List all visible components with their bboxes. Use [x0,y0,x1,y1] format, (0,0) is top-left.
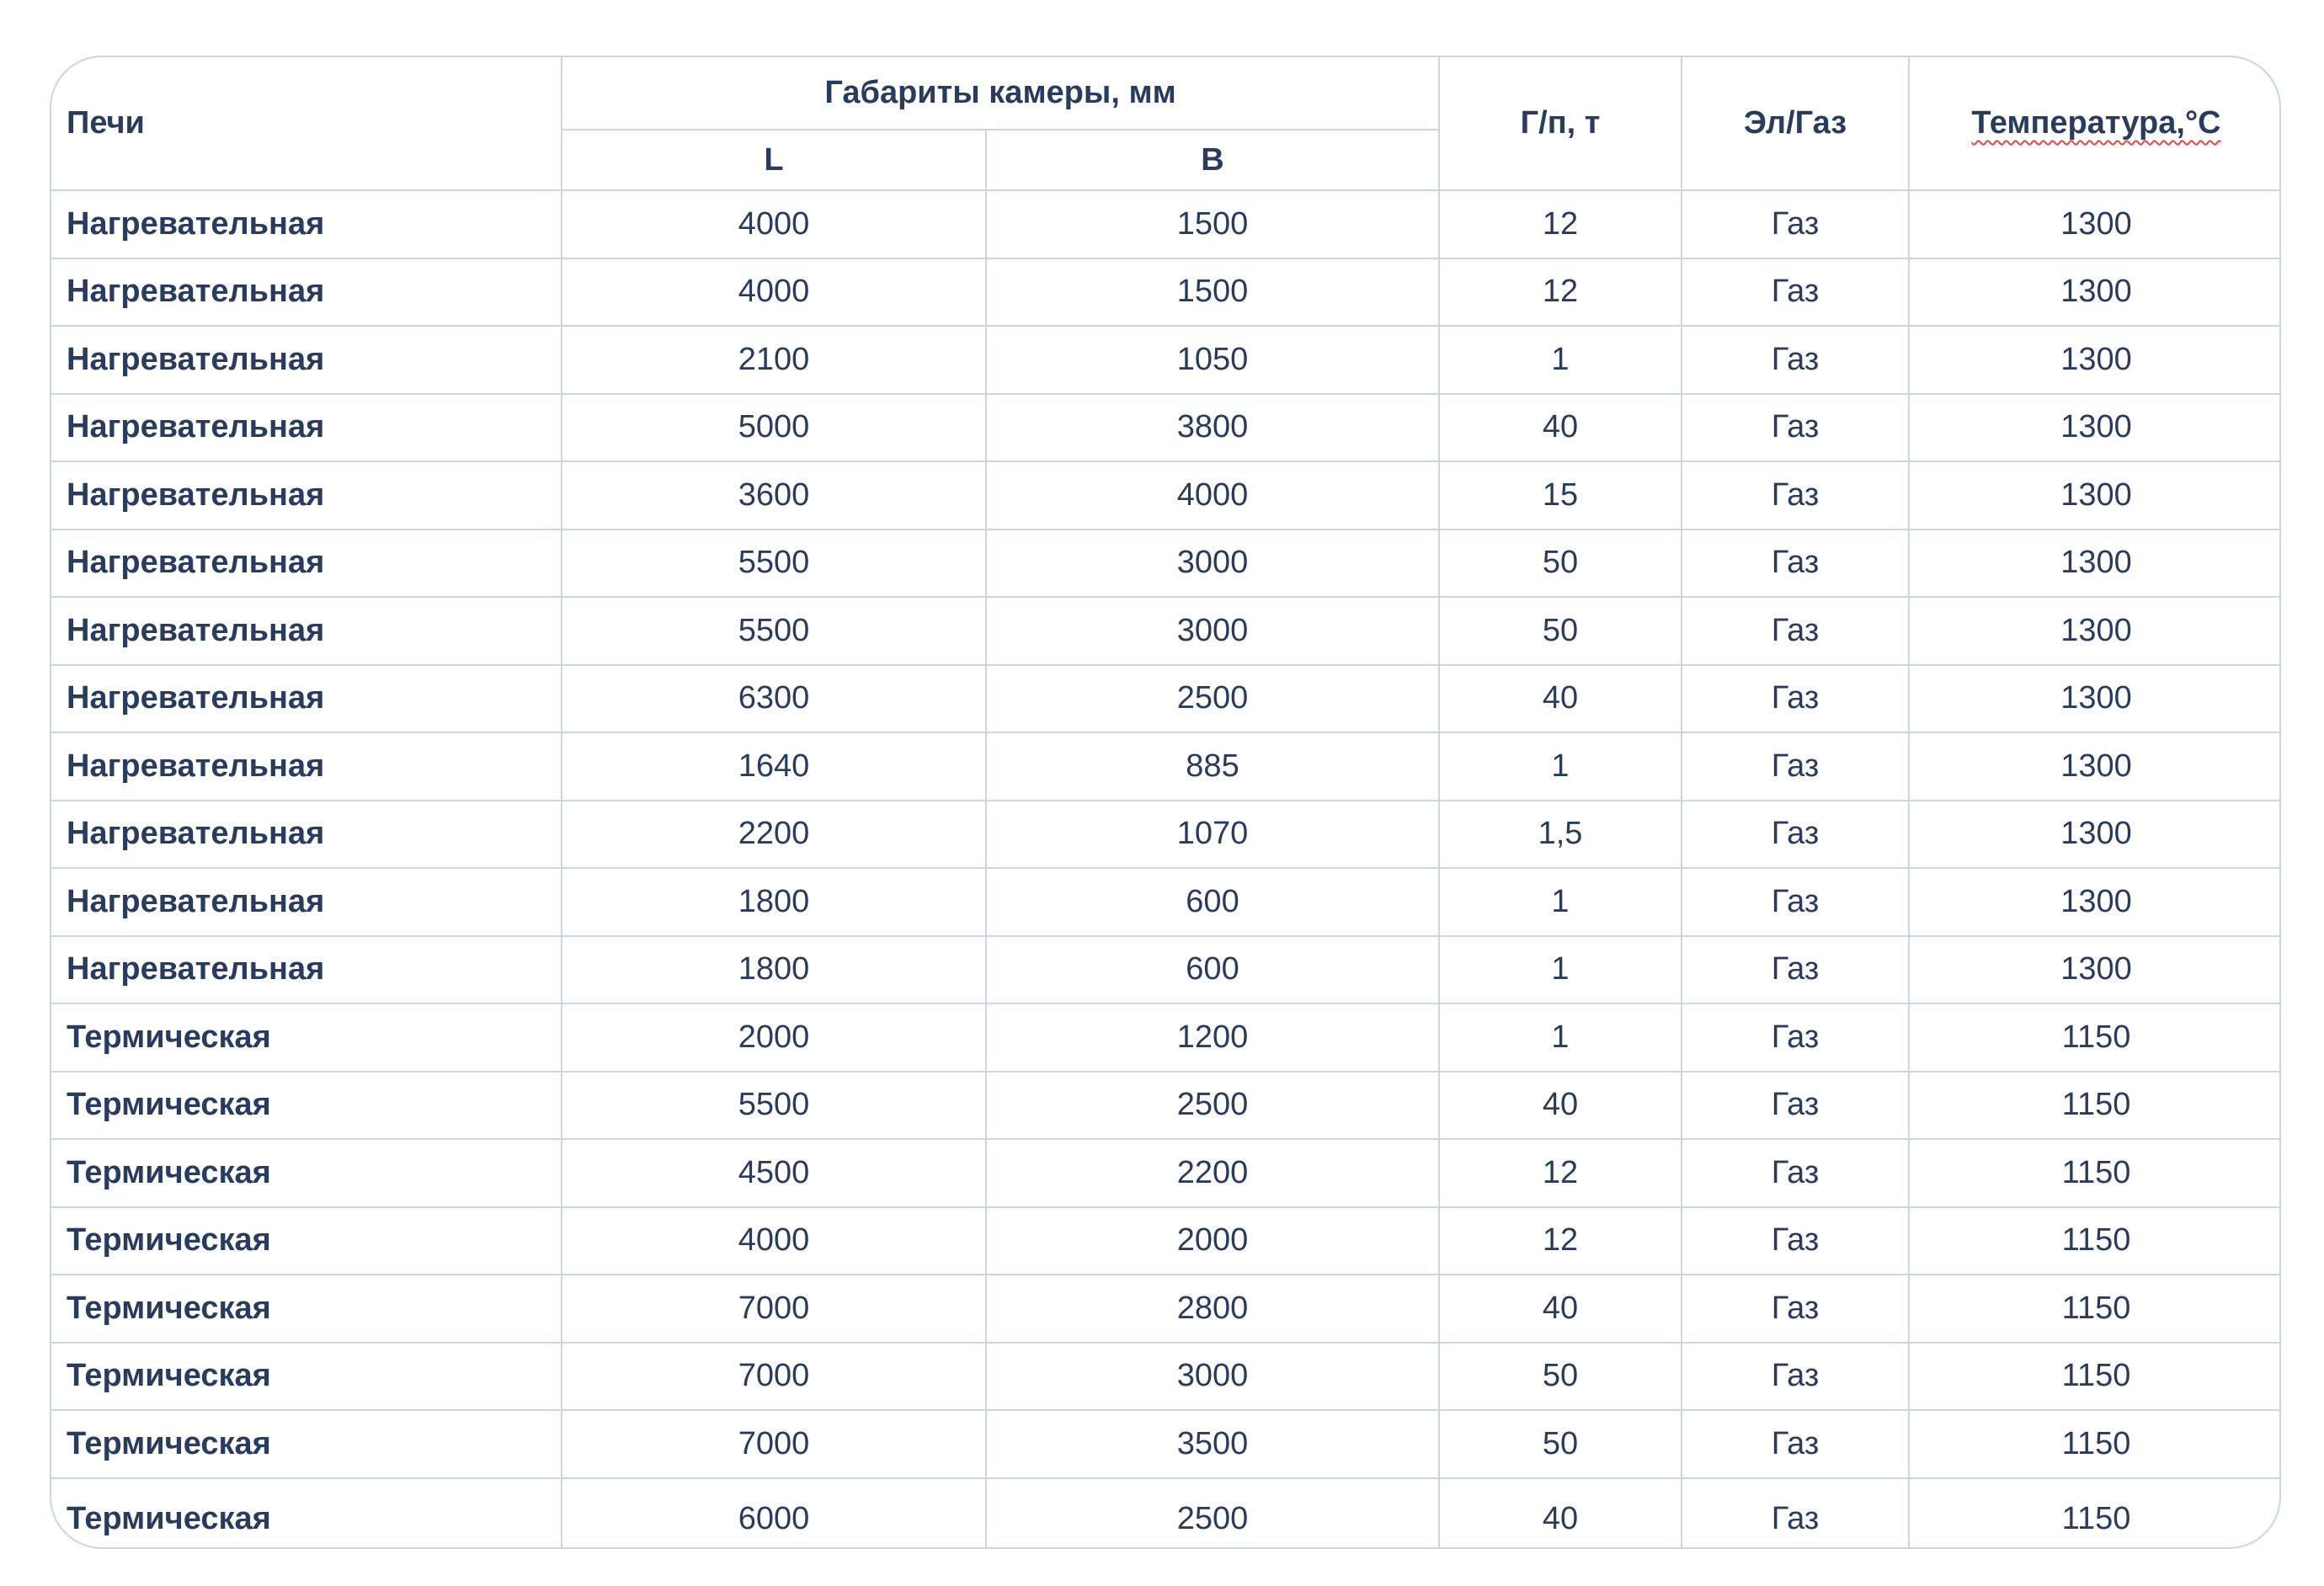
cell-temperature: 1300 [1909,597,2281,665]
cell-length: 5000 [562,394,986,462]
header-temperature [1909,57,2281,190]
cell-furnace-name: Термическая [51,1478,562,1550]
cell-fuel: Газ [1682,1478,1909,1550]
header-width: B [986,130,1439,190]
cell-width: 1200 [986,1003,1439,1072]
cell-furnace-name: Нагревательная [51,530,562,598]
cell-capacity: 1 [1439,1003,1682,1072]
cell-length: 4500 [562,1139,986,1207]
cell-capacity: 50 [1439,530,1682,598]
furnace-table [51,57,2281,1549]
cell-furnace-name: Нагревательная [51,732,562,801]
cell-capacity: 1 [1439,868,1682,936]
cell-furnace-name: Термическая [51,1343,562,1411]
cell-width: 600 [986,936,1439,1004]
cell-length: 5500 [562,1072,986,1140]
header-chamber-dimensions: Габариты камеры, мм [562,57,1439,130]
cell-length: 7000 [562,1343,986,1411]
cell-length: 3600 [562,461,986,530]
cell-capacity: 15 [1439,461,1682,530]
cell-furnace-name: Нагревательная [51,868,562,936]
cell-width: 2500 [986,1072,1439,1140]
table-row [51,1072,2281,1140]
cell-length: 6000 [562,1478,986,1550]
table-row [51,597,2281,665]
table-row [51,732,2281,801]
cell-temperature: 1300 [1909,936,2281,1004]
cell-width: 1500 [986,258,1439,327]
table-row [51,868,2281,936]
cell-fuel: Газ [1682,1275,1909,1343]
cell-furnace-name: Нагревательная [51,801,562,869]
cell-width: 4000 [986,461,1439,530]
cell-temperature: 1300 [1909,461,2281,530]
cell-capacity: 50 [1439,1410,1682,1478]
cell-fuel: Газ [1682,801,1909,869]
cell-fuel: Газ [1682,1207,1909,1275]
cell-temperature: 1300 [1909,868,2281,936]
table-row [51,1343,2281,1411]
cell-temperature: 1150 [1909,1410,2281,1478]
cell-length: 5500 [562,530,986,598]
table-row [51,1410,2281,1478]
cell-furnace-name: Термическая [51,1139,562,1207]
cell-furnace-name: Термическая [51,1003,562,1072]
table-row [51,1478,2281,1550]
cell-capacity: 1 [1439,326,1682,394]
table-header [51,57,2281,190]
cell-fuel: Газ [1682,258,1909,327]
header-temperature-text: Температура,°С [1971,105,2221,141]
cell-width: 1070 [986,801,1439,869]
furnace-table-container [50,56,2281,1549]
header-furnaces: Печи [51,57,562,190]
cell-fuel: Газ [1682,1343,1909,1411]
cell-temperature: 1300 [1909,190,2281,258]
cell-fuel: Газ [1682,190,1909,258]
header-capacity: Г/п, т [1439,57,1682,190]
cell-width: 2200 [986,1139,1439,1207]
cell-temperature: 1300 [1909,801,2281,869]
cell-length: 1640 [562,732,986,801]
table-row [51,258,2281,327]
cell-length: 4000 [562,1207,986,1275]
cell-capacity: 40 [1439,665,1682,733]
cell-length: 2200 [562,801,986,869]
cell-length: 4000 [562,258,986,327]
cell-width: 2000 [986,1207,1439,1275]
cell-fuel: Газ [1682,665,1909,733]
cell-furnace-name: Термическая [51,1410,562,1478]
table-row [51,1275,2281,1343]
cell-length: 4000 [562,190,986,258]
cell-temperature: 1300 [1909,732,2281,801]
cell-fuel: Газ [1682,326,1909,394]
cell-length: 7000 [562,1410,986,1478]
cell-fuel: Газ [1682,1139,1909,1207]
cell-furnace-name: Нагревательная [51,936,562,1004]
cell-capacity: 50 [1439,597,1682,665]
cell-furnace-name: Термическая [51,1072,562,1140]
cell-temperature: 1300 [1909,530,2281,598]
cell-temperature: 1150 [1909,1003,2281,1072]
table-row [51,461,2281,530]
cell-width: 3000 [986,1343,1439,1411]
cell-width: 2800 [986,1275,1439,1343]
cell-temperature: 1150 [1909,1139,2281,1207]
cell-fuel: Газ [1682,936,1909,1004]
cell-width: 2500 [986,665,1439,733]
cell-fuel: Газ [1682,868,1909,936]
cell-furnace-name: Термическая [51,1275,562,1343]
table-row [51,326,2281,394]
cell-capacity: 12 [1439,1207,1682,1275]
cell-capacity: 40 [1439,1072,1682,1140]
cell-temperature: 1150 [1909,1275,2281,1343]
cell-capacity: 40 [1439,1275,1682,1343]
cell-length: 7000 [562,1275,986,1343]
cell-width: 1500 [986,190,1439,258]
cell-temperature: 1300 [1909,326,2281,394]
cell-capacity: 12 [1439,190,1682,258]
cell-fuel: Газ [1682,394,1909,462]
cell-length: 1800 [562,936,986,1004]
cell-width: 1050 [986,326,1439,394]
table-row [51,530,2281,598]
cell-temperature: 1150 [1909,1072,2281,1140]
cell-temperature: 1300 [1909,258,2281,327]
cell-width: 885 [986,732,1439,801]
cell-length: 5500 [562,597,986,665]
cell-capacity: 40 [1439,1478,1682,1550]
cell-temperature: 1150 [1909,1343,2281,1411]
cell-width: 600 [986,868,1439,936]
table-row [51,1139,2281,1207]
table-row [51,801,2281,869]
cell-capacity: 1 [1439,936,1682,1004]
cell-temperature: 1150 [1909,1478,2281,1550]
cell-width: 3500 [986,1410,1439,1478]
table-row [51,665,2281,733]
table-row [51,936,2281,1004]
table-body [51,190,2281,1549]
header-length: L [562,130,986,190]
cell-temperature: 1300 [1909,665,2281,733]
cell-fuel: Газ [1682,1003,1909,1072]
cell-temperature: 1150 [1909,1207,2281,1275]
table-row [51,1207,2281,1275]
cell-furnace-name: Нагревательная [51,190,562,258]
cell-capacity: 1,5 [1439,801,1682,869]
cell-furnace-name: Нагревательная [51,597,562,665]
table-row [51,394,2281,462]
table-row [51,190,2281,258]
cell-capacity: 40 [1439,394,1682,462]
cell-fuel: Газ [1682,597,1909,665]
cell-temperature: 1300 [1909,394,2281,462]
header-fuel: Эл/Газ [1682,57,1909,190]
cell-width: 2500 [986,1478,1439,1550]
cell-length: 2000 [562,1003,986,1072]
cell-fuel: Газ [1682,461,1909,530]
cell-fuel: Газ [1682,1072,1909,1140]
cell-capacity: 12 [1439,258,1682,327]
cell-length: 6300 [562,665,986,733]
cell-furnace-name: Нагревательная [51,665,562,733]
cell-length: 1800 [562,868,986,936]
cell-capacity: 50 [1439,1343,1682,1411]
cell-furnace-name: Термическая [51,1207,562,1275]
cell-fuel: Газ [1682,1410,1909,1478]
cell-capacity: 1 [1439,732,1682,801]
cell-fuel: Газ [1682,530,1909,598]
cell-furnace-name: Нагревательная [51,326,562,394]
cell-furnace-name: Нагревательная [51,394,562,462]
cell-fuel: Газ [1682,732,1909,801]
cell-furnace-name: Нагревательная [51,258,562,327]
cell-width: 3000 [986,597,1439,665]
cell-width: 3800 [986,394,1439,462]
cell-length: 2100 [562,326,986,394]
cell-capacity: 12 [1439,1139,1682,1207]
table-row [51,1003,2281,1072]
cell-width: 3000 [986,530,1439,598]
cell-furnace-name: Нагревательная [51,461,562,530]
